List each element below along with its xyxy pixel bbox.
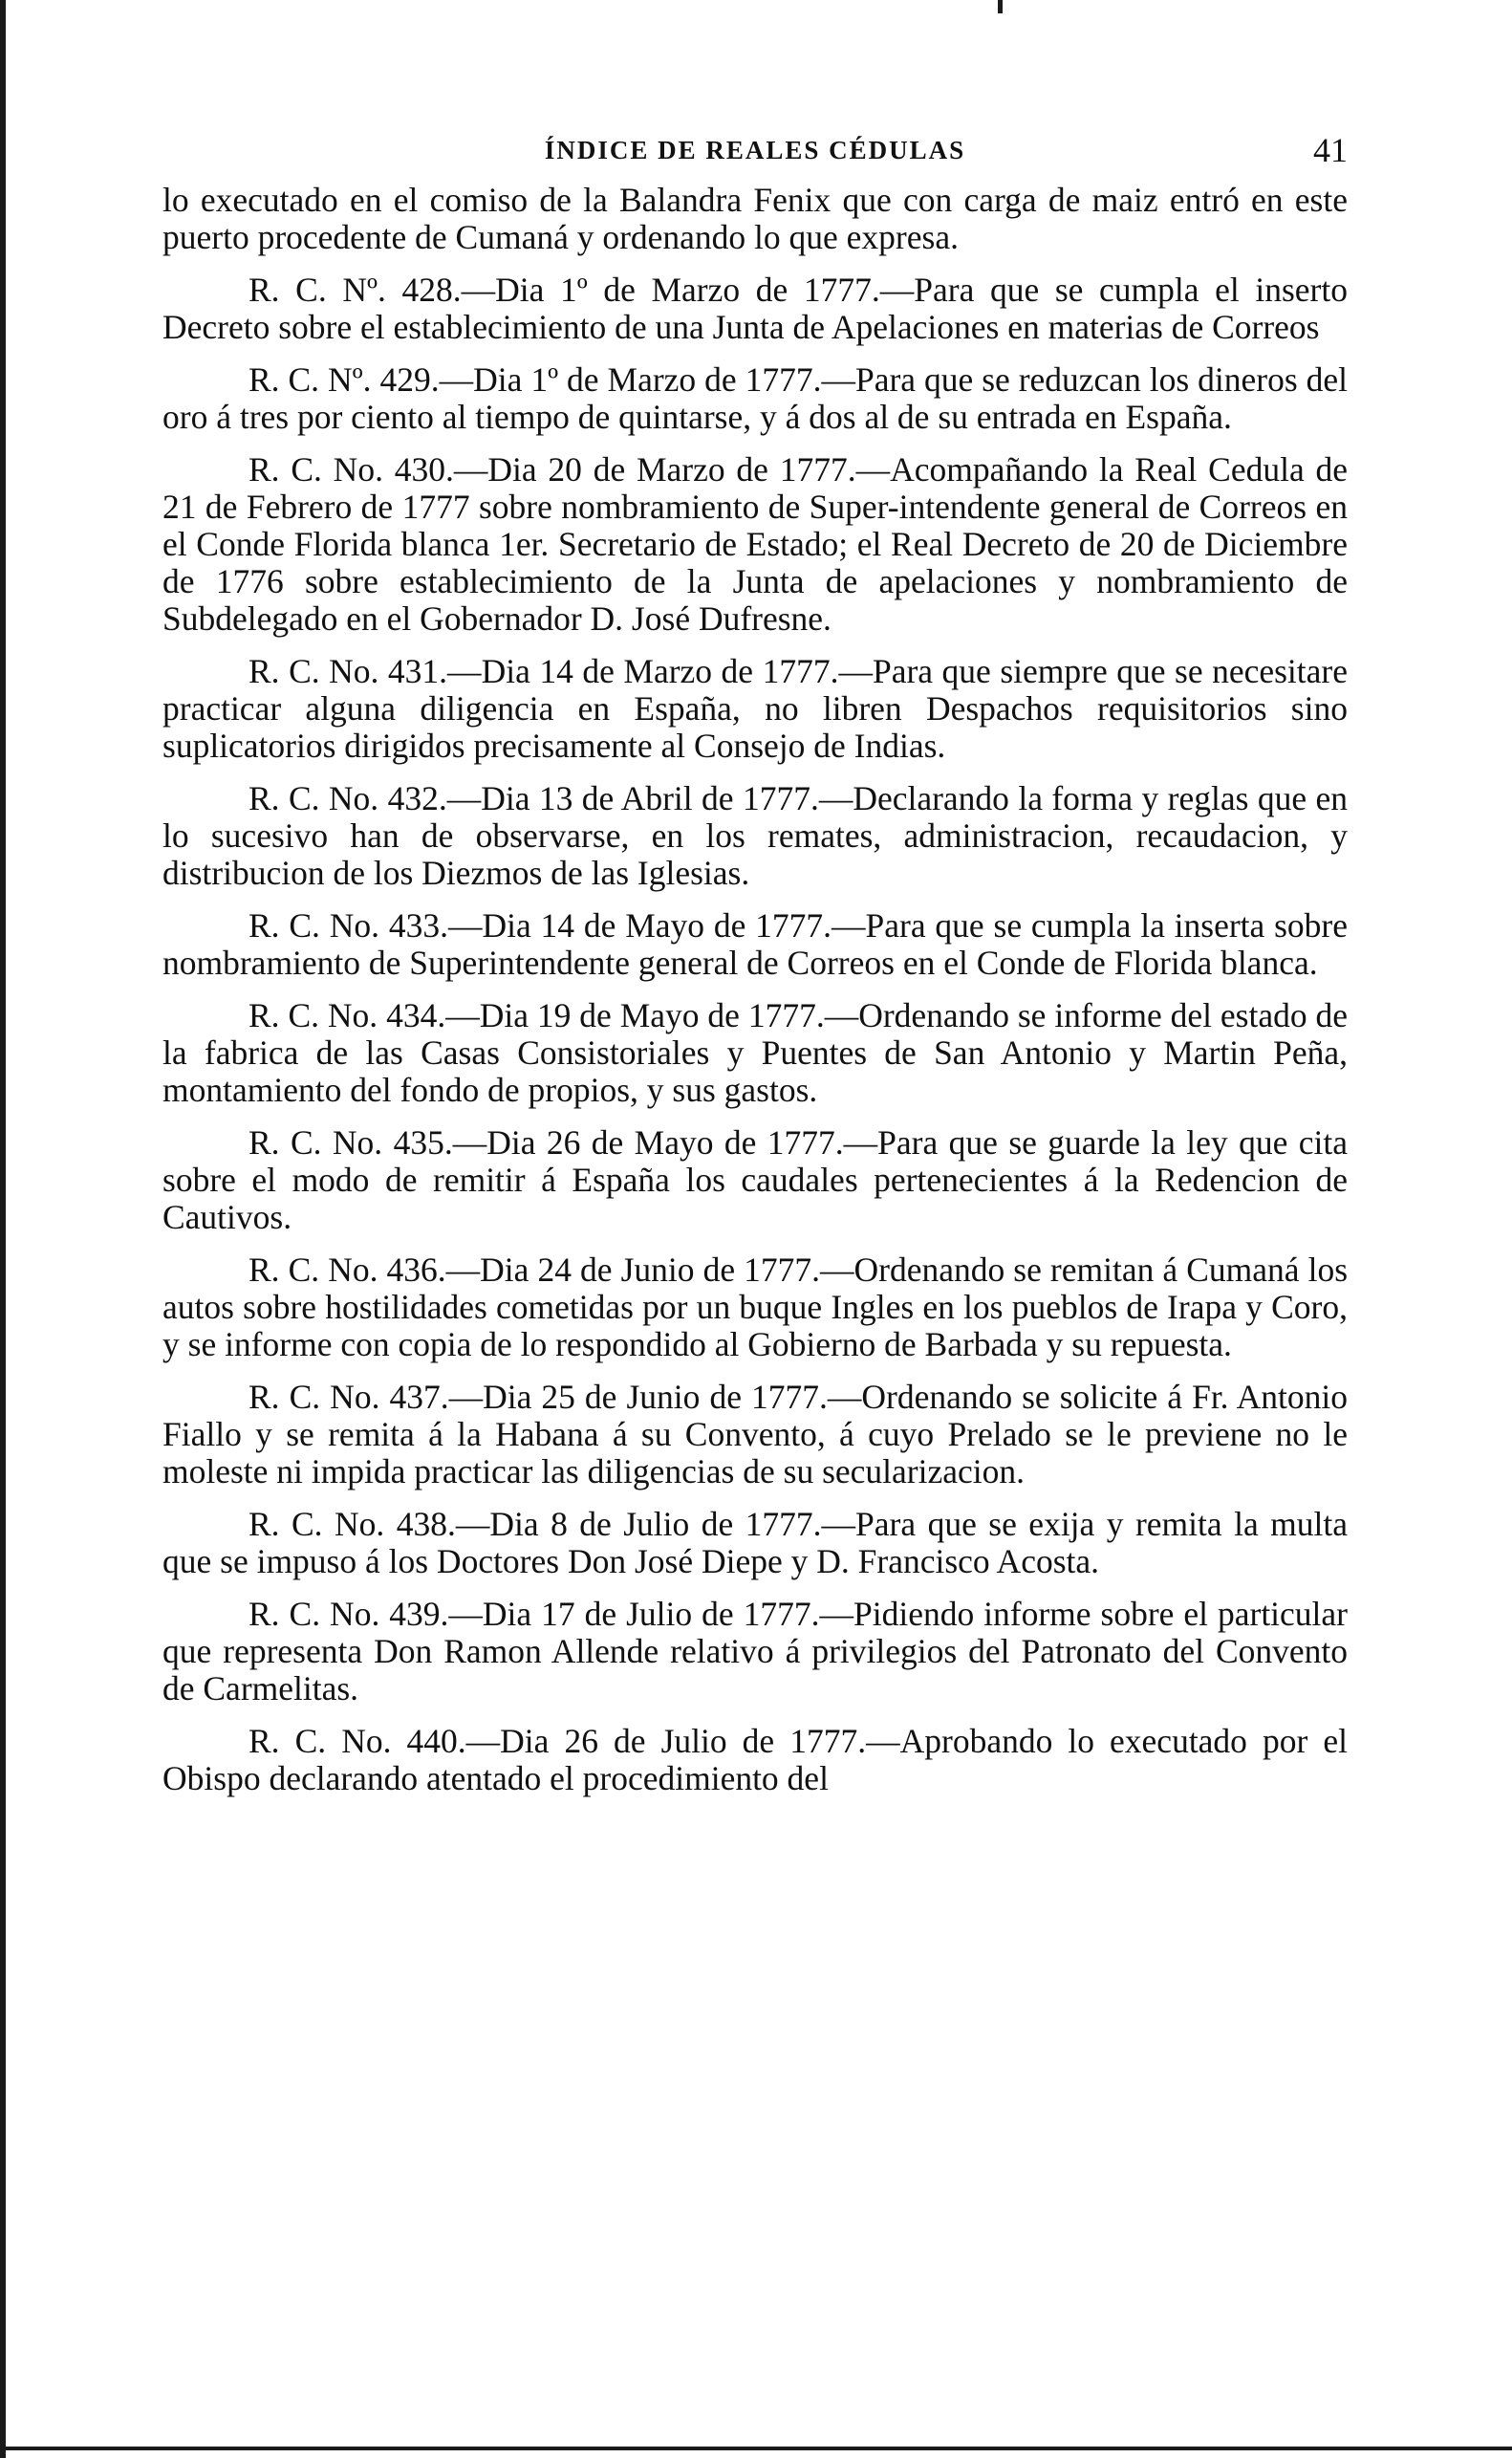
- entry-434: [162, 997, 1348, 1109]
- entry-text: Dia 20 de Marzo de 1777.—Acompañando la Real Cedula de 21 de Febrero de 1777 sobre nombramiento de Super-intendente general de Correos en el Conde Florida blanca 1er. Secretario de Estado; el Real Decreto de 20 de Diciembre de 1776 sobre establecimiento de la Junta de apelaciones y nombramiento de Subdelegado en el Gobernador D. José Dufresne.: [162, 450, 1348, 638]
- entry-ref: R. C. No. 439.—: [248, 1595, 483, 1633]
- entry-ref: R. C. No. 438.—: [248, 1505, 490, 1543]
- entry-432: [162, 780, 1348, 892]
- entry-text: Dia 19 de Mayo de 1777.—Ordenando se informe del estado de la fabrica de las Casas Consistoriales y Puentes de San Antonio y Martin Peña, montamiento del fondo de propios, y sus gastos.: [162, 996, 1348, 1109]
- entry-text: Dia 17 de Julio de 1777.—Pidiendo informe sobre el particular que representa Don Ramon Allende relativo á privilegios del Patronato del Convento de Carmelitas.: [162, 1595, 1348, 1708]
- entry-436: [162, 1251, 1348, 1363]
- page-header: [162, 122, 1348, 182]
- entry-439: [162, 1596, 1348, 1708]
- continuation-paragraph: lo executado en el comiso de la Balandra Fenix que con carga de maiz entró en este puerto procedente de Cumaná y ordenando lo que expresa.: [162, 181, 1348, 256]
- entry-text: Dia 13 de Abril de 1777.—Declarando la forma y reglas que en lo sucesivo han de observarse, en los remates, administracion, recaudacion, y distribucion de los Diezmos de las Iglesias.: [162, 779, 1348, 892]
- entry-text: Dia 14 de Marzo de 1777.—Para que siempre que se necesitare practicar alguna diligencia en España, no libren Despachos requisitorios sino suplicatorios dirigidos precisamente al Consejo de Indias.: [162, 652, 1348, 765]
- entry-list: [162, 272, 1348, 1797]
- entry-435: [162, 1124, 1348, 1236]
- entry-text: Dia 25 de Junio de 1777.—Ordenando se solicite á Fr. Antonio Fiallo y se remita á la Habana á su Convento, á cuyo Prelado se le previene no le moleste ni impida practicar las diligencias de su secularizacion.: [162, 1378, 1348, 1490]
- bottom-page-edge-rule: [0, 2447, 1512, 2450]
- entry-text: Dia 1º de Marzo de 1777.—Para que se cumpla el inserto Decreto sobre el establecimiento de una Junta de Apelaciones en materias de Correos: [162, 271, 1348, 346]
- entry-433: [162, 907, 1348, 982]
- running-head: ÍNDICE DE REALES CÉDULAS: [544, 136, 966, 164]
- entry-text: Dia 1º de Marzo de 1777.—Para que se reduzcan los dineros del oro á tres por ciento al tiempo de quintarse, y á dos al de su entrada en España.: [162, 360, 1348, 436]
- entry-429: [162, 361, 1348, 436]
- entry-text: Dia 24 de Junio de 1777.—Ordenando se remitan á Cumaná los autos sobre hostilidades cometidas por un buque Ingles en los pueblos de Irapa y Coro, y se informe con copia de lo respondido al Gobierno de Barbada y su repuesta.: [162, 1251, 1349, 1363]
- entry-437: [162, 1379, 1348, 1490]
- left-page-edge-rule: [0, 0, 6, 2458]
- entry-ref: R. C. No. 431.—: [248, 652, 482, 690]
- entry-438: [162, 1506, 1348, 1580]
- entry-ref: R. C. No. 440.—: [248, 1722, 501, 1760]
- entry-text: Dia 8 de Julio de 1777.—Para que se exija y remita la multa que se impuso á los Doctores Don José Diepe y D. Francisco Acosta.: [162, 1505, 1348, 1580]
- entry-ref: R. C. No. 433.—: [248, 906, 483, 945]
- entry-ref: R. C. Nº. 428.—: [248, 271, 496, 309]
- entry-431: [162, 653, 1348, 765]
- entry-ref: R. C. No. 437.—: [248, 1378, 484, 1416]
- entry-text: Dia 14 de Mayo de 1777.—Para que se cumpla la inserta sobre nombramiento de Superintendente general de Correos en el Conde de Florida blanca.: [162, 906, 1348, 982]
- page-body: [162, 122, 1348, 1813]
- entry-440: [162, 1723, 1348, 1797]
- entry-ref: R. C. No. 436.—: [248, 1251, 481, 1289]
- entry-ref: R. C. No. 432.—: [248, 779, 482, 817]
- top-edge-mark: [998, 0, 1003, 13]
- entry-ref: R. C. No. 435.—: [248, 1123, 487, 1162]
- entry-430: [162, 451, 1348, 638]
- entry-ref: R. C. No. 430.—: [248, 450, 488, 489]
- page-number: 41: [1313, 131, 1348, 169]
- entry-text: Dia 26 de Mayo de 1777.—Para que se guarde la ley que cita sobre el modo de remitir á España los caudales pertenecientes á la Redencion de Cautivos.: [162, 1123, 1348, 1236]
- entry-428: [162, 272, 1348, 346]
- entry-ref: R. C. No. 434.—: [248, 996, 480, 1034]
- entry-ref: R. C. Nº. 429.—: [248, 360, 474, 399]
- entry-text: Dia 26 de Julio de 1777.—Aprobando lo executado por el Obispo declarando atentado el procedimiento del: [162, 1722, 1348, 1797]
